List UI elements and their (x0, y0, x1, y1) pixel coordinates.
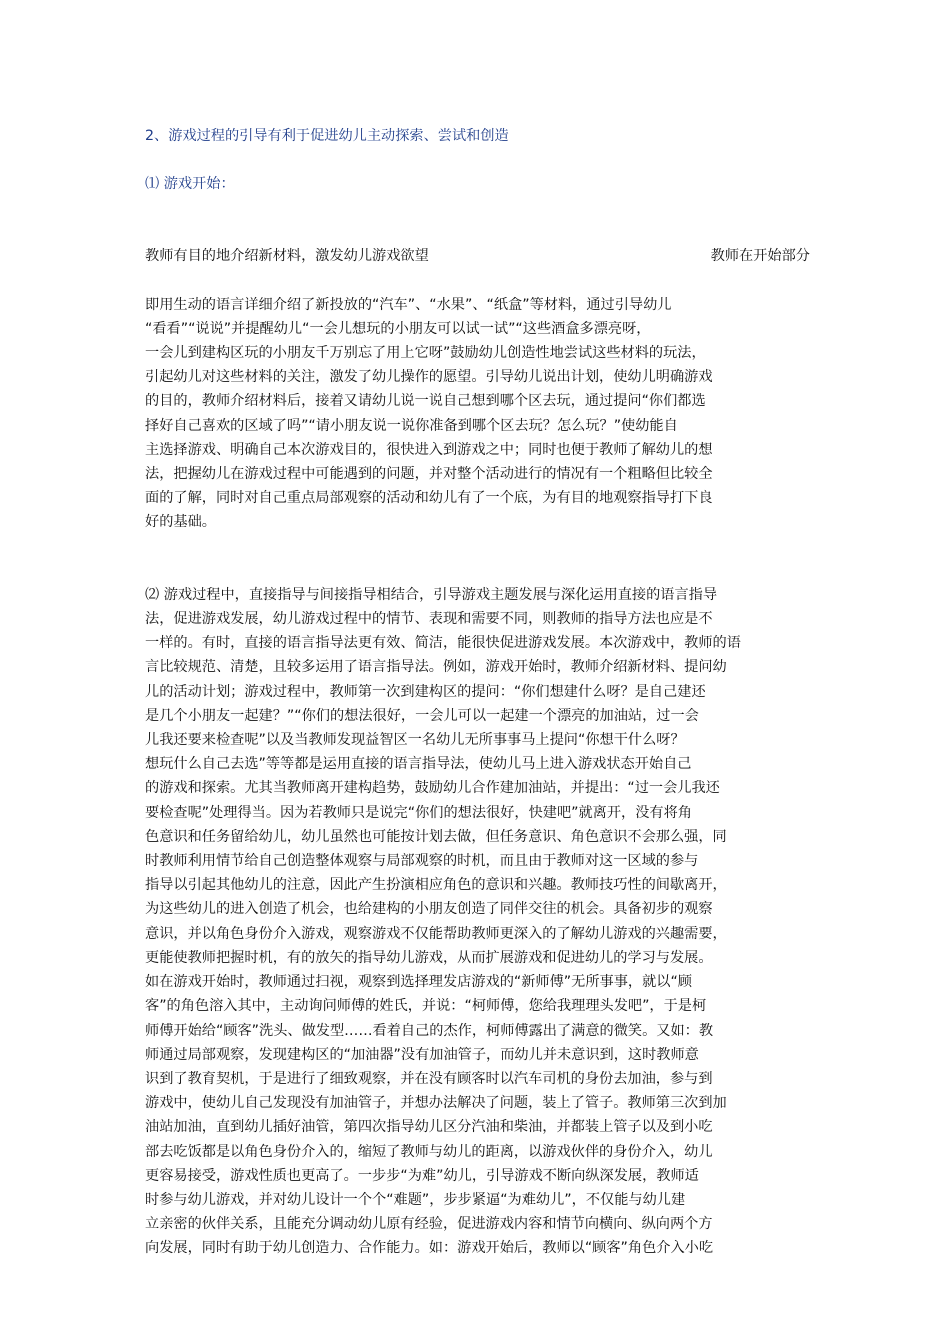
paragraph-lead-right: 教师在开始部分 (710, 248, 810, 265)
section-heading: 2、游戏过程的引导有利于促进幼儿主动探索、尝试和创造 (145, 128, 509, 144)
paragraph-body: 即用生动的语言详细介绍了新投放的“汽车”、“水果”、“纸盒”等材料，通过引导幼儿 “看看”“说说”并提醒幼儿“一会儿想玩的小朋友可以试一试”“这些酒盒多漂亮呀， 一会儿到建构区玩的小朋友千万别忘了用上它呀”鼓励幼儿创造性地尝试这些材料的玩法， 引起幼儿对这些材料的关注，激发了幼儿操作的愿望。引导幼儿说出计划，使幼儿明确游戏 的目的，教师介绍材料后，接着又请幼儿说一说自己想到哪个区去玩，通过提问“你们都选 择好自己喜欢的区域了吗”“请小朋友说一说你准备到哪个区去玩？怎么玩？”使幼能自 主选择游戏、明确自己本次游戏目的，很快进入到游戏之中；同时也便于教师了解幼儿的想 法，把握幼儿在游戏过程中可能遇到的问题，并对整个活动进行的情况有一个粗略但比较全 面的了解，同时对自己重点局部观察的活动和幼儿有了一个底，为有目的地观察指导打下良 好的基础。 (145, 296, 713, 531)
paragraph-lead-row (145, 244, 810, 268)
paragraph-game-start (145, 220, 810, 559)
paragraph-game-process: ⑵ 游戏过程中，直接指导与间接指导相结合，引导游戏主题发展与深化运用直接的语言指导 法，促进游戏发展，幼儿游戏过程中的情节、表现和需要不同，则教师的指导方法也应是不 一样的。有时，直接的语言指导法更有效、简洁，能很快促进游戏发展。本次游戏中，教师的语 言比较规范、清楚，且较多运用了语言指导法。例如，游戏开始时，教师介绍新材料、提问幼 儿的活动计划；游戏过程中，教师第一次到建构区的提问：“你们想建什么呀？是自己建还 是几个小朋友一起建？”“你们的想法很好，一会儿可以一起建一个漂亮的加油站，过一会 儿我还要来检查呢”以及当教师发现益智区一名幼儿无所事事马上提问“你想干什么呀？ 想玩什么自己去选”等等都是运用直接的语言指导法，使幼儿马上进入游戏状态开始自己 的游戏和探索。尤其当教师离开建构趋势，鼓励幼儿合作建加油站，并提出：“过一会儿我还 要检查呢”处理得当。因为若教师只是说完“你们的想法很好，快建吧”就离开，没有将角 色意识和任务留给幼儿，幼儿虽然也可能按计划去做，但任务意识、角色意识不会那么强，同 时教师利用情节给自己创造整体观察与局部观察的时机，而且由于教师对这一区域的参与 指导以引起其他幼儿的注意，因此产生扮演相应角色的意识和兴趣。教师技巧性的间歇离开， 为这些幼儿的进入创造了机会，也给建构的小朋友创造了同伴交往的机会。具备初步的观察 意识，并以角色身份介入游戏，观察游戏不仅能帮助教师更深入的了解幼儿游戏的兴趣需要， 更能使教师把握时机，有的放矢的指导幼儿游戏，从而扩展游戏和促进幼儿的学习与发展。 如在游戏开始时，教师通过扫视，观察到选择理发店游戏的“新师傅”无所事事，就以“顾 客”的角色溶入其中，主动询问师傅的姓氏，并说：“柯师傅，您给我理理头发吧”，于是柯 师傅开始给“顾客”洗头、做发型……看着自己的杰作，柯师傅露出了满意的微笑。又如：教 师通过局部观察，发现建构区的“加油器”没有加油管子，而幼儿并未意识到，这时教师意 识到了教育契机，于是进行了细致观察，并在没有顾客时以汽车司机的身份去加油，参与到 游戏中，使幼儿自己发现没有加油管子，并想办法解决了问题，装上了管子。教师第三次到加 油站加油，直到幼儿插好油管，第四次指导幼儿区分汽油和柴油，并都装上管子以及到小吃 部去吃饭都是以角色身份介入的，缩短了教师与幼儿的距离，以游戏伙伴的身份介入，幼儿 更容易接受，游戏性质也更高了。一步步“为难”幼儿，引导游戏不断向纵深发展，教师适 时参与幼儿游戏，并对幼儿设计一个个“难题”，步步紧逼“为难幼儿”，不仅能与幼儿建 立亲密的伙伴关系，且能充分调动幼儿原有经验，促进游戏内容和情节向横向、纵向两个方 向发展，同时有助于幼儿创造力、合作能力。如：游戏开始后，教师以“顾客”角色介入小吃 (145, 586, 741, 1257)
document-body (145, 124, 810, 1261)
paragraph-lead-left: 教师有目的地介绍新材料，激发幼儿游戏欲望 (145, 248, 429, 265)
subsection-heading: ⑴ 游戏开始： (145, 176, 235, 192)
